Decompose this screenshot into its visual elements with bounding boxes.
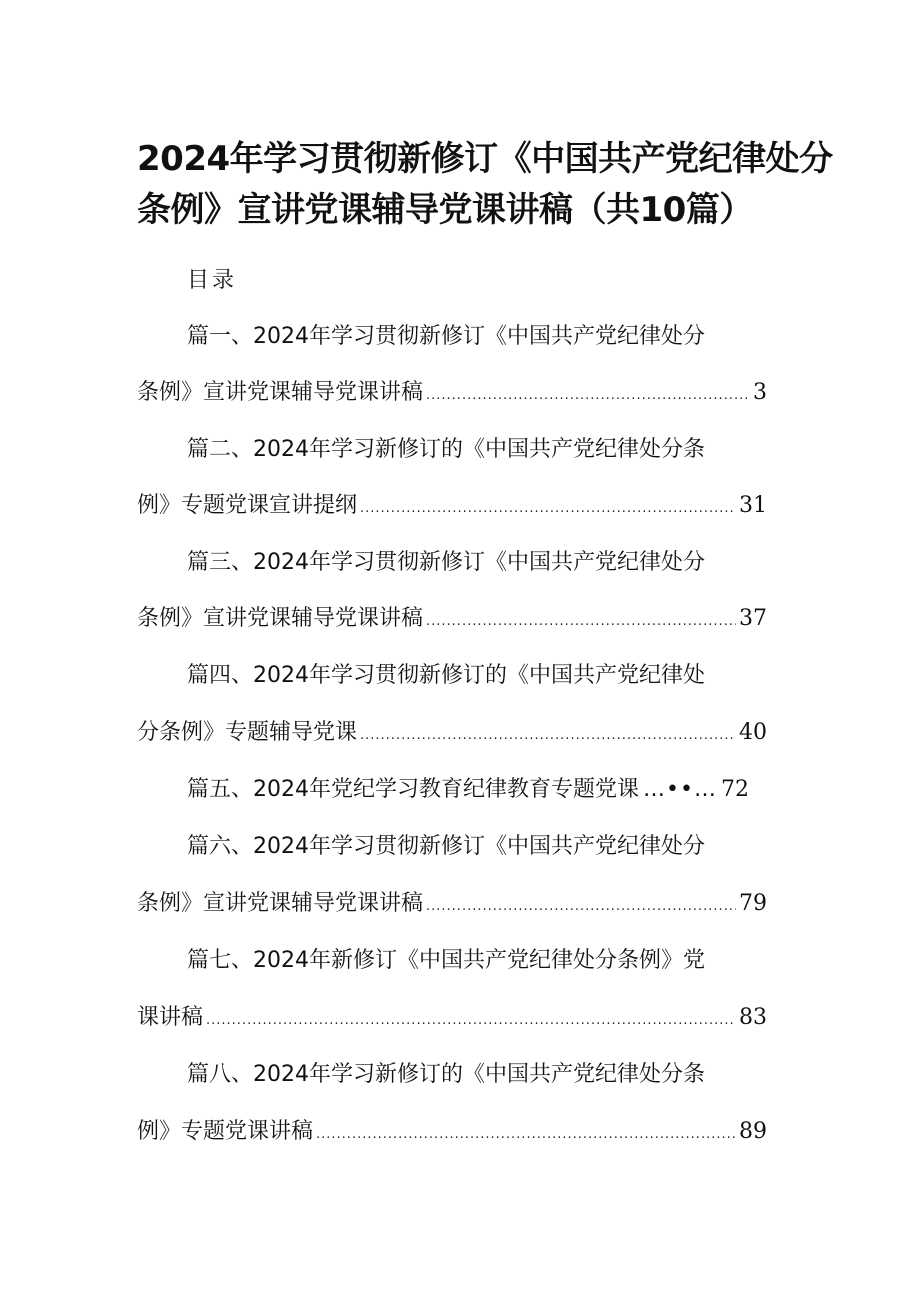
toc-entry-6-line-2: 条例》宣讲党课辅导党课讲稿 — [137, 891, 424, 916]
toc-entry-6-line-1: 篇六、2024年学习贯彻新修订《中国共产党纪律处分 — [187, 834, 705, 859]
document-title-line-1: 2024年学习贯彻新修订《中国共产党纪律处分 — [137, 139, 833, 179]
toc-entry-4-line-2: 分条例》专题辅导党课 — [137, 720, 358, 745]
toc-leader-dots — [426, 892, 736, 922]
toc-entry-8 — [137, 1117, 767, 1150]
toc-leader-dots — [426, 381, 750, 411]
toc-entry-2-page: 31 — [739, 493, 767, 518]
toc-entry-8-line-1: 篇八、2024年学习新修订的《中国共产党纪律处分条 — [187, 1062, 705, 1087]
toc-leader-dots — [206, 1006, 736, 1036]
toc-entry-1 — [137, 378, 767, 411]
toc-entry-3 — [137, 604, 767, 637]
toc-entry-5-page: 72 — [720, 777, 749, 802]
toc-entry-4 — [137, 718, 767, 751]
toc-entry-3-page: 37 — [739, 606, 767, 631]
toc-entry-1-page: 3 — [753, 380, 767, 405]
toc-entry-8-page: 89 — [739, 1119, 767, 1144]
toc-entry-3-line-2: 条例》宣讲党课辅导党课讲稿 — [137, 606, 424, 631]
toc-leader-dots — [360, 494, 736, 524]
toc-leader-dots — [316, 1120, 736, 1150]
toc-heading: 目录 — [187, 268, 238, 293]
toc-entry-6 — [137, 889, 767, 922]
toc-leader-dots — [426, 607, 736, 637]
toc-entry-5-leader: …••… — [643, 777, 717, 802]
toc-entry-2-line-2: 例》专题党课宣讲提纲 — [137, 493, 358, 518]
toc-entry-2-line-1: 篇二、2024年学习新修订的《中国共产党纪律处分条 — [187, 437, 705, 462]
toc-entry-1-line-2: 条例》宣讲党课辅导党课讲稿 — [137, 380, 424, 405]
toc-entry-5-text: 篇五、2024年党纪学习教育纪律教育专题党课 — [187, 777, 639, 802]
toc-entry-5 — [187, 775, 767, 805]
toc-entry-3-line-1: 篇三、2024年学习贯彻新修订《中国共产党纪律处分 — [187, 550, 705, 575]
document-title-line-2: 条例》宣讲党课辅导党课讲稿（共10篇） — [137, 190, 753, 230]
toc-entry-4-line-1: 篇四、2024年学习贯彻新修订的《中国共产党纪律处 — [187, 663, 705, 688]
toc-entry-7-line-2: 课讲稿 — [137, 1005, 204, 1030]
toc-entry-1-line-1: 篇一、2024年学习贯彻新修订《中国共产党纪律处分 — [187, 324, 705, 349]
toc-entry-8-line-2: 例》专题党课讲稿 — [137, 1119, 314, 1144]
toc-entry-6-page: 79 — [739, 891, 767, 916]
toc-entry-7 — [137, 1003, 767, 1036]
toc-entry-4-page: 40 — [739, 720, 767, 745]
toc-entry-2 — [137, 491, 767, 524]
toc-entry-7-line-1: 篇七、2024年新修订《中国共产党纪律处分条例》党 — [187, 948, 705, 973]
toc-leader-dots — [360, 721, 736, 751]
toc-entry-7-page: 83 — [739, 1005, 767, 1030]
